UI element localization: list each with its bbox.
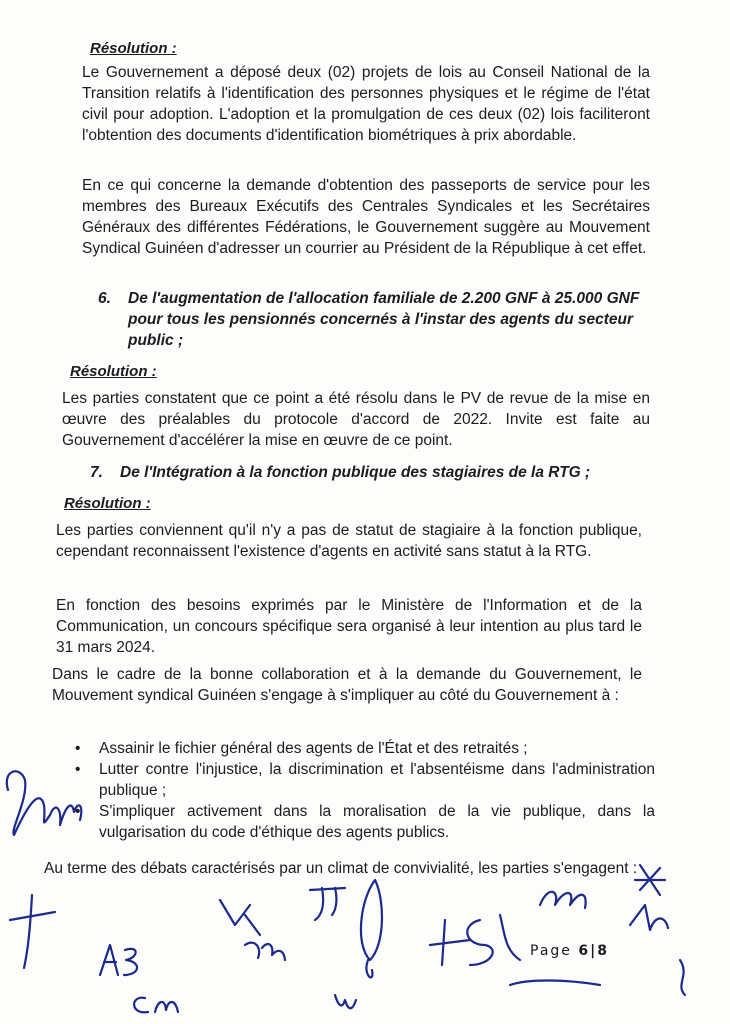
resolution-paragraph: Le Gouvernement a déposé deux (02) projets de lois au Conseil National de la Transition relatifs à l'identification des personnes physiques et le régime de l'état civil pour adoption. L'adoption et la promulgation de ces deux (02) lois faciliteront l'obtention des documents d'identification biométriques à prix abordable. bbox=[82, 64, 650, 144]
list-item-text: Assainir le fichier général des agents de l'État et des retraités ; bbox=[99, 740, 528, 757]
signature-mark bbox=[7, 771, 82, 835]
resolution-paragraph: Les parties conviennent qu'il n'y a pas de statut de stagiaire à la fonction publique, cependant reconnaissent l'existence d'agents en activité sans statut à la RTG. bbox=[56, 522, 642, 560]
item-title: De l'augmentation de l'allocation familiale de 2.200 GNF à 25.000 GNF pour tous les pensionnés concernés à l'instar des agents du secteur public ; bbox=[128, 290, 640, 349]
list-item bbox=[75, 759, 655, 801]
item-heading-7 bbox=[90, 462, 640, 483]
resolution-paragraph: Les parties constatent que ce point a été résolu dans le PV de revue de la mise en œuvre des préalables du protocole d'accord de 2022. Invite est faite au Gouvernement d'accélérer la mise en œuvre de ce point. bbox=[62, 390, 650, 449]
signature-mark bbox=[430, 915, 520, 965]
signature-mark bbox=[680, 960, 685, 995]
page-total: 8 bbox=[597, 943, 609, 959]
page-separator: | bbox=[590, 943, 598, 959]
signature-mark bbox=[100, 945, 137, 975]
signature-mark bbox=[245, 943, 285, 960]
signature-mark bbox=[220, 900, 260, 935]
item-heading-6 bbox=[98, 288, 648, 351]
commitment-list bbox=[75, 738, 655, 843]
bullet-icon: • bbox=[75, 740, 81, 757]
page-word: Page bbox=[530, 943, 572, 959]
signature-mark bbox=[630, 905, 668, 930]
resolution-label: Résolution : bbox=[90, 40, 177, 57]
list-item-text: S'impliquer activement dans la moralisation de la vie publique, dans la vulgarisation du code d'éthique des agents publics. bbox=[99, 803, 655, 841]
signature-mark bbox=[540, 892, 586, 908]
signature-mark bbox=[335, 995, 356, 1008]
signature-mark bbox=[10, 895, 55, 968]
item-number: 7. bbox=[90, 464, 103, 481]
resolution-paragraph: En fonction des besoins exprimés par le Ministère de l'Information et de la Communication, un concours spécifique sera organisé à leur intention au plus tard le 31 mars 2024. bbox=[56, 597, 642, 656]
signature-mark bbox=[510, 980, 600, 985]
signature-mark bbox=[361, 880, 382, 977]
signature-mark bbox=[134, 998, 178, 1013]
resolution-paragraph: Dans le cadre de la bonne collaboration et à la demande du Gouvernement, le Mouvement syndical Guinéen s'engage à s'impliquer au côté du Gouvernement à : bbox=[52, 666, 642, 704]
bullet-icon: • bbox=[75, 761, 81, 778]
item-title: De l'Intégration à la fonction publique des stagiaires de la RTG ; bbox=[120, 464, 591, 481]
list-item bbox=[75, 738, 655, 759]
bullet-icon: • bbox=[75, 803, 81, 820]
list-item-text: Lutter contre l'injustice, la discrimination et l'absentéisme dans l'administration publique ; bbox=[99, 761, 655, 799]
closing-paragraph: Au terme des débats caractérisés par un climat de convivialité, les parties s'engagent : bbox=[44, 860, 638, 877]
resolution-label: Résolution : bbox=[70, 363, 157, 380]
list-item bbox=[75, 801, 655, 843]
resolution-label: Résolution : bbox=[64, 495, 151, 512]
signature-mark bbox=[310, 888, 345, 920]
resolution-paragraph: En ce qui concerne la demande d'obtention des passeports de service pour les membres des Bureaux Exécutifs des Centrales Syndicales et les Secrétaires Généraux des différentes Fédérations, le Gouvernement suggère au Mouvement Syndical Guinéen d'adresser un courrier au Président de la République à cet effet. bbox=[82, 177, 650, 257]
page-current: 6 bbox=[578, 943, 591, 959]
item-number: 6. bbox=[98, 290, 111, 307]
page-number bbox=[530, 943, 609, 959]
